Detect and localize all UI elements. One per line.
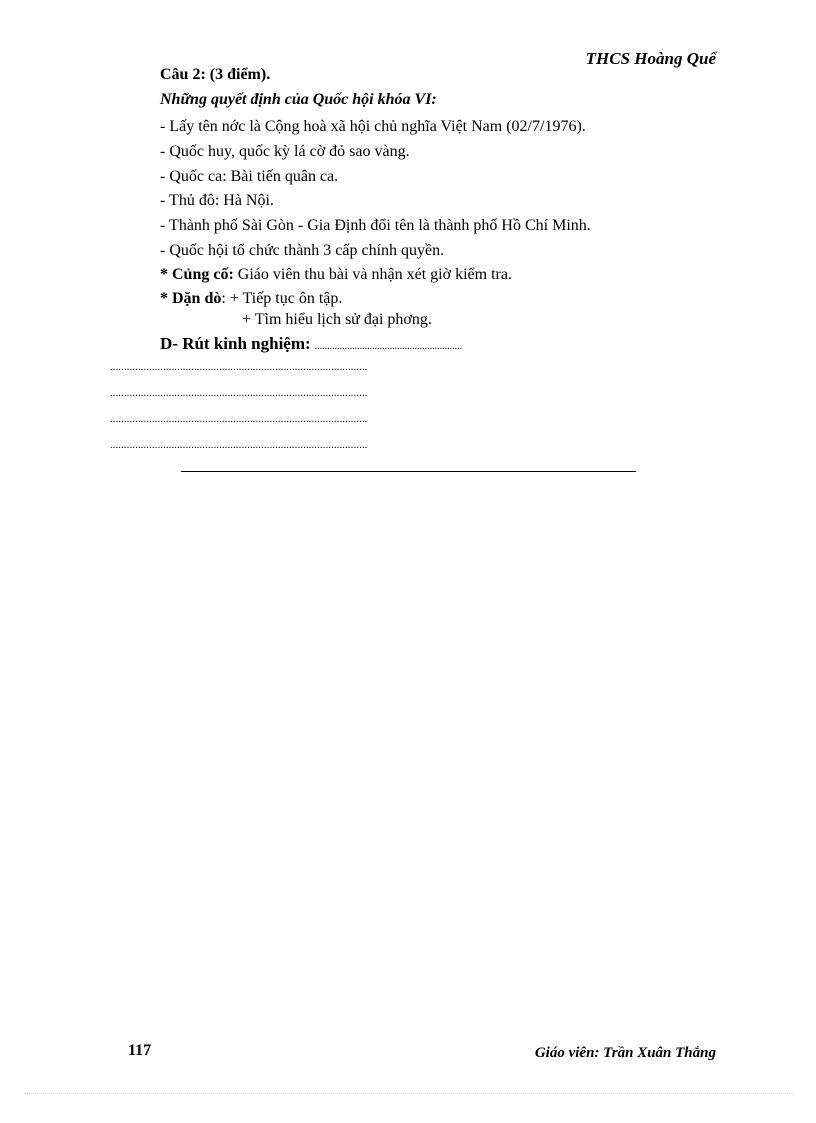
school-name: THCS Hoàng Quế	[585, 49, 716, 68]
teacher-name: Giáo viên: Trần Xuân Thắng	[534, 1045, 716, 1061]
experience-inline-dots: ...........................................................	[314, 341, 463, 352]
consolidation-line	[160, 265, 512, 285]
homework-line	[160, 289, 342, 309]
section-divider	[181, 471, 636, 472]
dot-line: ............................................................................................	[110, 388, 368, 399]
dot-line: ............................................................................................	[110, 414, 368, 425]
list-item: - Quốc hội tổ chức thành 3 cấp chính quyền.	[160, 242, 445, 259]
experience-line	[160, 334, 462, 357]
question-title: Câu 2: (3 điểm).	[160, 66, 271, 83]
consolidation-text: Giáo viên thu bài và nhận xét giờ kiểm tra.	[233, 266, 512, 283]
consolidation-label: * Củng cố:	[160, 266, 234, 283]
experience-label: D- Rút kinh nghiệm:	[160, 334, 311, 353]
homework-label: * Dặn dò	[160, 290, 222, 307]
list-item: - Quốc ca: Bài tiến quân ca.	[160, 168, 339, 185]
page-number: 117	[128, 1042, 152, 1059]
list-item: - Thủ đô: Hà Nội.	[160, 192, 274, 209]
list-item: - Quốc huy, quốc kỳ lá cờ đỏ sao vàng.	[160, 143, 410, 160]
homework-text-1: : + Tiếp tục ôn tập.	[221, 290, 343, 307]
question-subtitle: Những quyết định của Quốc hội khóa VI:	[160, 91, 437, 108]
dot-line: ............................................................................................	[110, 362, 368, 373]
list-item: - Thành phố Sài Gòn - Gia Định đổi tên là thành phố Hồ Chí Minh.	[160, 217, 591, 234]
dot-line: ............................................................................................	[110, 440, 368, 451]
list-item: - Lấy tên nớc là Cộng hoà xã hội chủ nghĩa Việt Nam (02/7/1976).	[160, 118, 586, 135]
page-bottom-border	[24, 1093, 794, 1094]
homework-text-2: + Tìm hiểu lịch sử đại phơng.	[242, 311, 432, 328]
